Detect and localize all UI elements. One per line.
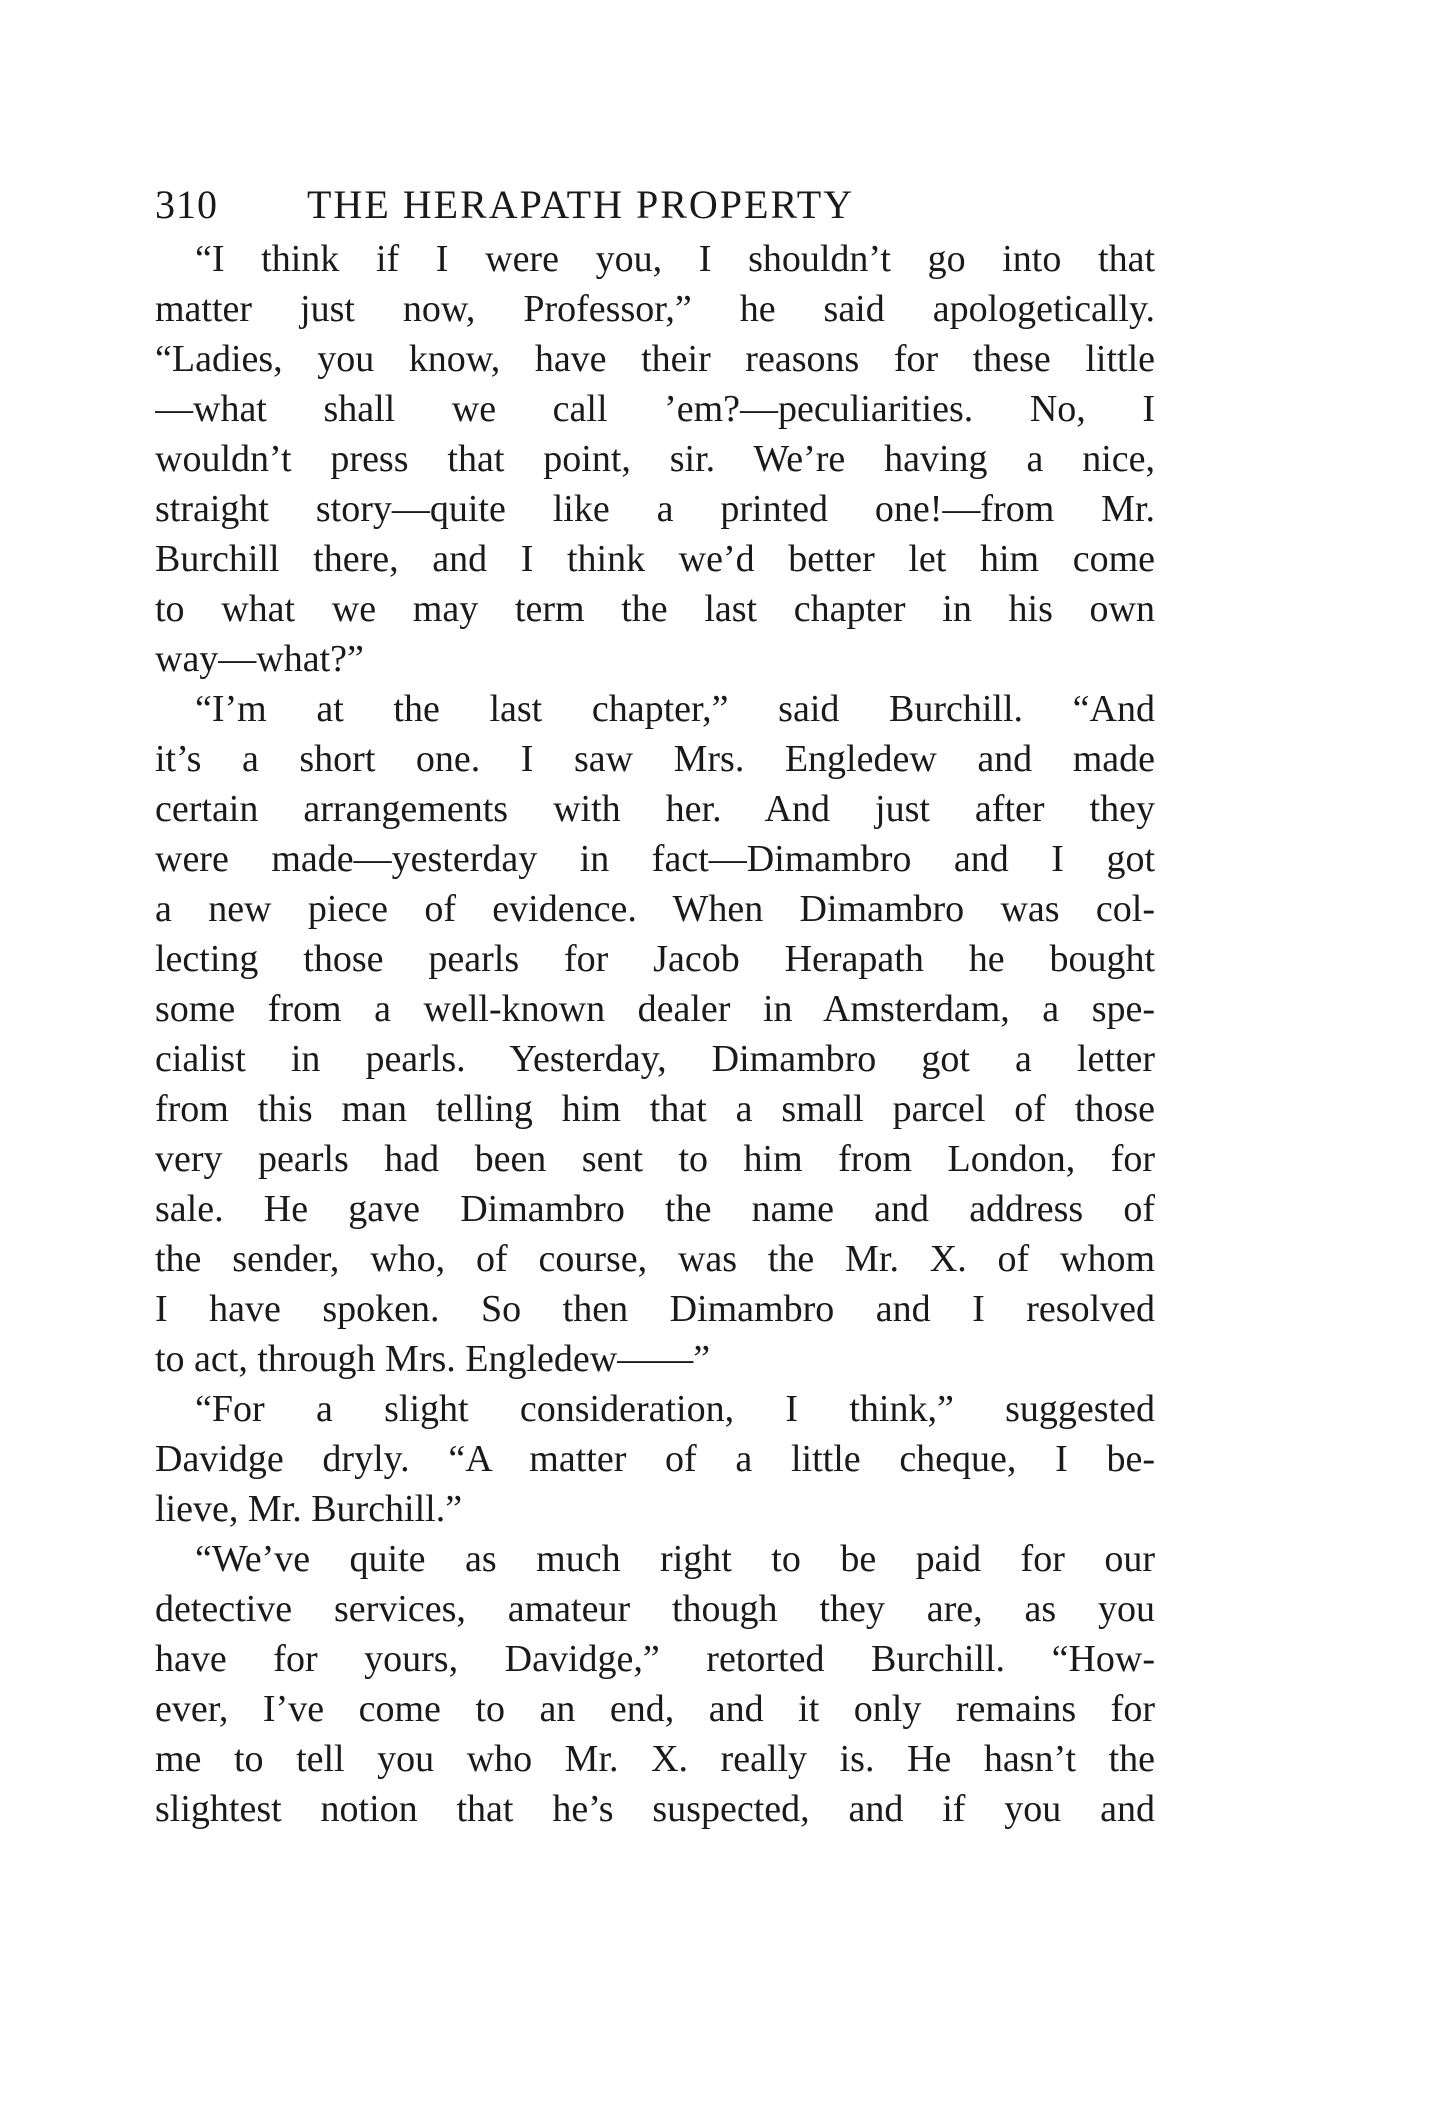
running-title: THE HERAPATH PROPERTY <box>307 182 855 227</box>
text-line: to what we may term the last chapter in his own <box>155 588 1155 630</box>
text-line: very pearls had been sent to him from London, for <box>155 1138 1155 1180</box>
text-line: “Ladies, you know, have their reasons for these little <box>155 338 1155 380</box>
text-line: way—what?” <box>155 638 364 680</box>
text-line: —what shall we call ’em?—peculiarities. No, I <box>155 388 1155 430</box>
paragraph-2 <box>155 684 1155 1384</box>
text-line: lecting those pearls for Jacob Herapath he bought <box>155 938 1155 980</box>
text-line: “We’ve quite as much right to be paid for our <box>195 1538 1155 1580</box>
book-page <box>155 180 1155 1834</box>
text-line: to act, through Mrs. Engledew——” <box>155 1338 711 1380</box>
text-line: matter just now, Professor,” he said apologetically. <box>155 288 1155 330</box>
text-line: lieve, Mr. Burchill.” <box>155 1488 463 1530</box>
paragraph-1 <box>155 234 1155 684</box>
text-line: Davidge dryly. “A matter of a little cheque, I be- <box>155 1438 1155 1480</box>
text-line: “For a slight consideration, I think,” suggested <box>195 1388 1155 1430</box>
text-line: it’s a short one. I saw Mrs. Engledew and made <box>155 738 1155 780</box>
text-line: straight story—quite like a printed one!—from Mr. <box>155 488 1155 530</box>
text-line: “I’m at the last chapter,” said Burchill. “And <box>195 688 1155 730</box>
text-line: slightest notion that he’s suspected, and if you and <box>155 1788 1155 1830</box>
text-line: me to tell you who Mr. X. really is. He hasn’t the <box>155 1738 1155 1780</box>
text-line: wouldn’t press that point, sir. We’re having a nice, <box>155 438 1155 480</box>
text-body <box>155 234 1155 1834</box>
running-head <box>155 180 1155 232</box>
text-line: have for yours, Davidge,” retorted Burchill. “How- <box>155 1638 1155 1680</box>
text-line: certain arrangements with her. And just after they <box>155 788 1155 830</box>
text-line: some from a well-known dealer in Amsterdam, a spe- <box>155 988 1155 1030</box>
text-line: cialist in pearls. Yesterday, Dimambro got a letter <box>155 1038 1155 1080</box>
text-line: “I think if I were you, I shouldn’t go into that <box>195 238 1155 280</box>
text-line: detective services, amateur though they are, as you <box>155 1588 1155 1630</box>
paragraph-3 <box>155 1384 1155 1534</box>
text-line: ever, I’ve come to an end, and it only remains for <box>155 1688 1155 1730</box>
text-line: a new piece of evidence. When Dimambro was col- <box>155 888 1155 930</box>
text-line: Burchill there, and I think we’d better let him come <box>155 538 1155 580</box>
text-line: were made—yesterday in fact—Dimambro and I got <box>155 838 1155 880</box>
text-line: sale. He gave Dimambro the name and address of <box>155 1188 1155 1230</box>
text-line: from this man telling him that a small parcel of those <box>155 1088 1155 1130</box>
text-line: I have spoken. So then Dimambro and I resolved <box>155 1288 1155 1330</box>
page-number: 310 <box>155 182 218 227</box>
paragraph-4 <box>155 1534 1155 1834</box>
text-line: the sender, who, of course, was the Mr. X. of whom <box>155 1238 1155 1280</box>
